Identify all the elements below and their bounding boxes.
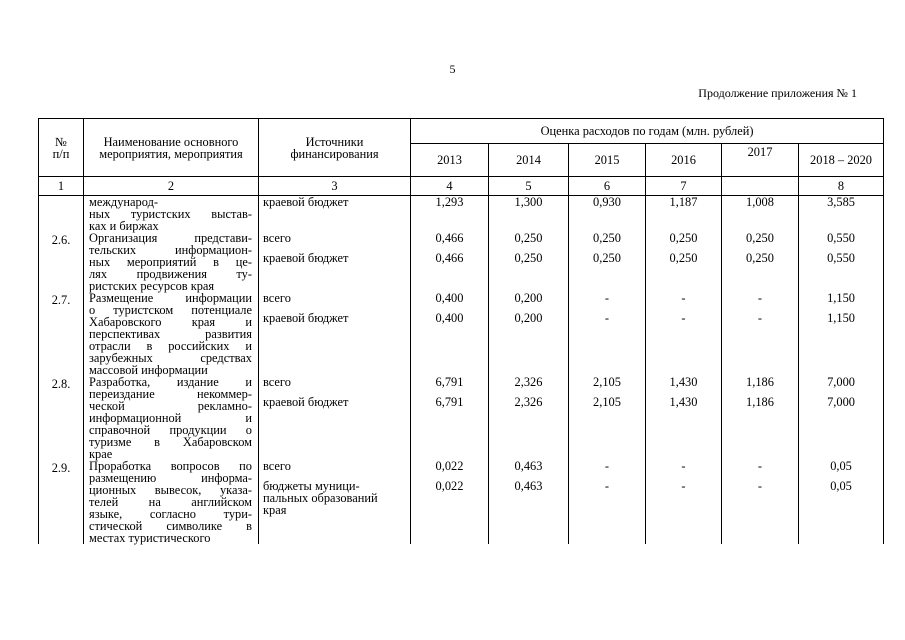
activity-name-line: стической символике в [89,519,252,533]
value: 1,430 [669,395,698,409]
value-cell [799,196,884,233]
header-year: 2015 [569,144,646,177]
table-row [39,292,884,376]
activity-name-line: размещению информа- [89,471,252,485]
value: 6,791 [435,375,464,389]
activity-name [84,376,259,460]
value: 3,585 [827,195,855,209]
value: 2,326 [514,395,543,409]
value-cell [646,232,722,292]
value: - [604,479,610,493]
funding-source: краевой бюджет [263,395,349,409]
funding-source-line: края [263,503,287,517]
value: 0,400 [435,311,464,325]
value: 0,05 [830,459,852,473]
activity-name-line: языке, согласно тури- [89,507,252,521]
activity-name-line: Организация представи- [89,231,252,245]
page-number: 5 [449,62,456,76]
activity-name-line: крае [89,447,113,461]
value: - [757,459,763,473]
row-number: 2.9. [39,460,84,544]
value-cell [722,292,799,376]
header-source: Источники финансирования [259,119,411,177]
value: - [604,459,610,473]
value-cell [799,232,884,292]
value: 1,150 [827,291,855,305]
value: 1,008 [746,195,774,209]
activity-name-line: туризме в Хабаровском [89,435,252,449]
value: 0,022 [435,479,464,493]
continuation-note: Продолжение приложения № 1 [698,86,857,100]
value-cell [569,196,646,233]
value: - [757,311,763,325]
activity-name-line: отрасли в российских и [89,339,252,353]
value: 0,463 [514,479,543,493]
value-cell [646,376,722,460]
row-number: 2.8. [39,376,84,460]
activity-name [84,292,259,376]
activity-name-line: массовой информации [89,363,208,377]
funding-sources [259,376,411,460]
activity-name-line: международ- [89,195,158,209]
activity-name-line: Разработка, издание и [89,375,252,389]
activity-name-line: Хабаровского края и [89,315,252,329]
activity-name-line: ристских ресурсов края [89,279,215,293]
value: 0,250 [593,251,621,265]
value: 6,791 [435,395,464,409]
value: - [757,291,763,305]
funding-source: краевой бюджет [263,195,349,209]
funding-source-line: пальных образований [263,491,378,505]
value: - [681,479,686,493]
funding-source: всего [263,231,291,245]
value: - [604,291,610,305]
activity-name-line: информационной и [89,411,252,425]
value: 1,150 [827,311,855,325]
value: 0,200 [514,311,543,325]
column-number [722,177,799,196]
funding-source-line: бюджеты муници- [263,479,360,493]
funding-source: краевой бюджет [263,311,349,325]
value: 2,105 [593,395,621,409]
column-number: 3 [259,177,411,196]
value: 1,430 [669,375,698,389]
funding-sources [259,292,411,376]
activity-name-line: ных мероприятий в це- [89,255,252,269]
value: 0,550 [827,251,855,265]
value: 1,293 [435,195,464,209]
value: 0,250 [669,231,698,245]
value: 0,930 [593,195,621,209]
value: 0,550 [827,231,855,245]
value-cell [411,376,489,460]
activity-name-line: местах туристического [89,531,211,545]
value-cell [722,376,799,460]
value: - [604,311,610,325]
activity-name [84,232,259,292]
activity-name-line: телей на английском [89,495,252,509]
value-cell [411,196,489,233]
value: 7,000 [827,395,855,409]
value: 0,400 [435,291,464,305]
row-number [39,196,84,233]
table-row [39,460,884,544]
value: - [681,291,686,305]
header-year: 2018 – 2020 [799,144,884,177]
value-cell [489,196,569,233]
value: 0,250 [746,231,774,245]
value: 1,300 [514,195,543,209]
table-row [39,232,884,292]
value: 2,105 [593,375,621,389]
value: 0,250 [514,231,543,245]
activity-name-line: Размещение информации [89,291,252,305]
activity-name [84,460,259,544]
value: 0,250 [514,251,543,265]
value-cell [569,292,646,376]
value-cell [722,196,799,233]
value: - [681,311,686,325]
row-number: 2.6. [39,232,84,292]
value-cell [411,292,489,376]
funding-source: всего [263,291,291,305]
funding-sources [259,232,411,292]
activity-name [84,196,259,233]
value: 0,463 [514,459,543,473]
activity-name-line: ческой рекламно- [89,399,252,413]
activity-name-line: лях продвижения ту- [89,267,252,281]
value-cell [569,376,646,460]
expenses-table [38,118,884,544]
column-number: 6 [569,177,646,196]
activity-name-line: ных туристских выстав- [89,207,252,221]
value: 7,000 [827,375,855,389]
funding-source: всего [263,375,291,389]
column-number: 4 [411,177,489,196]
value: 0,466 [435,251,464,265]
funding-source: всего [263,459,291,473]
column-number: 1 [39,177,84,196]
activity-name-line: зарубежных средствах [89,351,252,365]
value-cell [569,232,646,292]
activity-name-line: переиздание некоммер- [89,387,252,401]
value: - [681,459,686,473]
value-cell [799,292,884,376]
activity-name-line: о туристском потенциале [89,303,252,317]
value-cell [489,232,569,292]
row-number: 2.7. [39,292,84,376]
funding-source [263,480,410,516]
activity-name-line: справочной продукции о [89,423,252,437]
header-year: 2013 [411,144,489,177]
table-row [39,196,884,233]
header-no: № п/п [39,119,84,177]
value: 0,250 [746,251,774,265]
value: 0,250 [593,231,621,245]
header-year: 2014 [489,144,569,177]
column-number: 2 [84,177,259,196]
value: 0,466 [435,231,464,245]
funding-sources [259,460,411,544]
value: 0,05 [830,479,852,493]
value-cell [646,292,722,376]
value: 0,022 [435,459,464,473]
value: 2,326 [514,375,543,389]
header-estimate: Оценка расходов по годам (млн. рублей) [411,119,884,144]
value: 0,200 [514,291,543,305]
value-cell [722,460,799,544]
header-year: 2016 [646,144,722,177]
funding-source: краевой бюджет [263,251,349,265]
header-year: 2017 [722,144,799,177]
value: - [757,479,763,493]
activity-name-line: тельских информацион- [89,243,252,257]
column-number: 5 [489,177,569,196]
activity-name-line: Проработка вопросов по [89,459,252,473]
value: 1,187 [669,195,698,209]
value-cell [411,232,489,292]
value-cell [411,460,489,544]
value-cell [489,460,569,544]
value-cell [722,232,799,292]
activity-name-line: перспективах развития [89,327,252,341]
value-cell [569,460,646,544]
header-name: Наименование основного мероприятия, мероприятия [84,119,259,177]
value-cell [799,460,884,544]
column-number: 8 [799,177,884,196]
column-number: 7 [646,177,722,196]
value-cell [799,376,884,460]
table-row [39,376,884,460]
funding-sources [259,196,411,233]
value: 1,186 [746,395,774,409]
activity-name-line: ционных вывесок, указа- [89,483,252,497]
activity-name-line: ках и биржах [89,219,159,233]
value-cell [646,196,722,233]
value-cell [646,460,722,544]
value: 1,186 [746,375,774,389]
value-cell [489,376,569,460]
value: 0,250 [669,251,698,265]
value-cell [489,292,569,376]
